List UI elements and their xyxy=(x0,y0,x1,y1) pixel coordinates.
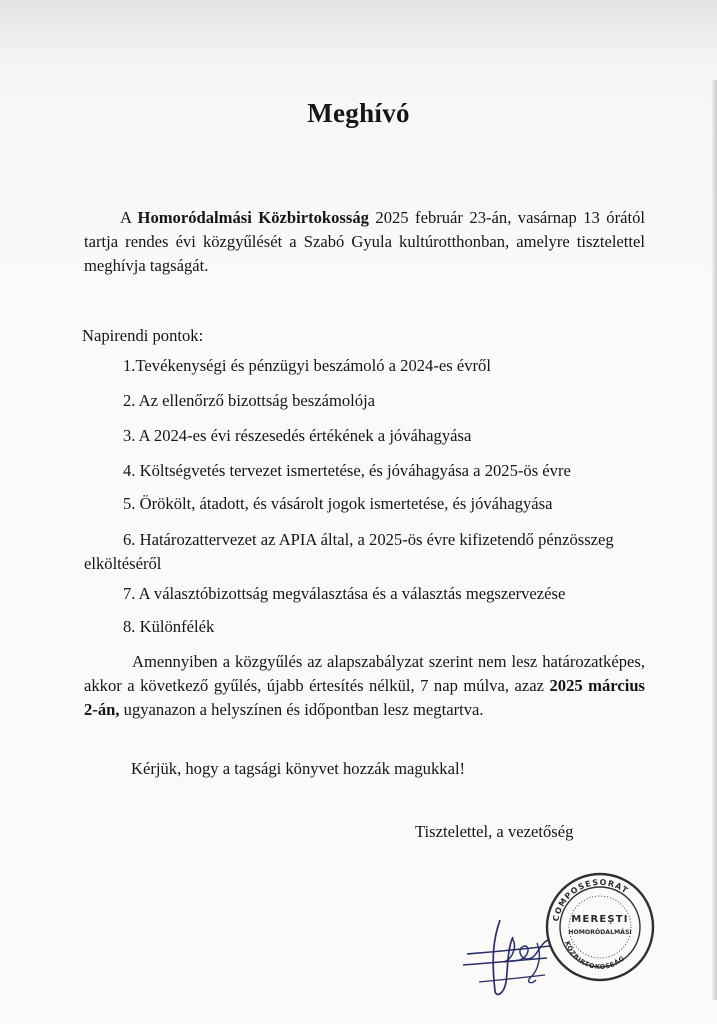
agenda-heading: Napirendi pontok: xyxy=(82,326,204,345)
agenda-item: 7. A választóbizottság megválasztása és a választás megszervezése xyxy=(123,584,566,603)
intro-text: 2025 február 23-án, vasárnap 13 órától tartja rendes évi közgyűlését a Szabó Gyula kultúrotthonban, amelyre tisztelettel meghívja tagságát. xyxy=(84,208,645,275)
agenda-item: 5. Örökölt, átadott, és vásárolt jogok ismertetése, és jóváhagyása xyxy=(123,494,553,513)
intro-paragraph xyxy=(84,206,645,278)
organization-name: Homoródalmási Közbirtokosság xyxy=(137,208,369,227)
agenda-item: 4. Költségvetés tervezet ismertetése, és jóváhagyása a 2025-ös évre xyxy=(123,461,571,480)
agenda-item: 6. Határozattervezet az APIA által, a 2025-ös évre kifizetendő pénzösszeg elköltéséről xyxy=(84,530,614,573)
closing-after: ugyanazon a helyszínen és időpontban lesz megtartva. xyxy=(119,700,484,719)
official-seal xyxy=(540,866,660,986)
agenda-item: 1.Tevékenységi és pénzügyi beszámoló a 2024-es évről xyxy=(123,356,491,375)
intro-prefix: A xyxy=(120,208,138,227)
closing-paragraph xyxy=(84,650,645,722)
agenda-item: 3. A 2024-es évi részesedés értékének a jóváhagyása xyxy=(123,426,472,445)
seal-locality: MEREȘTI xyxy=(571,914,629,925)
agenda-item: 2. Az ellenőrző bizottság beszámolója xyxy=(123,391,376,410)
closing-before: Amennyiben a közgyűlés az alapszabályzat szerint nem lesz határozatképes, akkor a következő gyűlés, újabb értesítés nélkül, 7 nap múlva, azaz xyxy=(84,652,645,695)
signoff-line: Tisztelettel, a vezetőség xyxy=(415,822,574,841)
seal-outer-text: COMPOSESORAT xyxy=(551,877,631,923)
request-line: Kérjük, hogy a tagsági könyvet hozzák magukkal! xyxy=(131,759,466,778)
page-edge-shadow xyxy=(711,80,717,1000)
agenda-item: 8. Különfélék xyxy=(123,617,215,636)
svg-text:KÖZBIRTOKOSSÁG xyxy=(563,940,626,971)
seal-inner-text: HOMORÓDALMÁSI xyxy=(568,929,632,936)
seal-bottom-text: KÖZBIRTOKOSSÁG xyxy=(563,940,627,972)
alternate-date: 2025 március 2-án, xyxy=(84,676,645,719)
document-title: Meghívó xyxy=(307,98,410,128)
